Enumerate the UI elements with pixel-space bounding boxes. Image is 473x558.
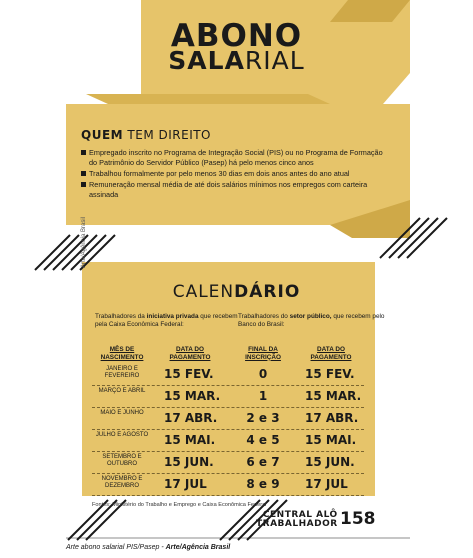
row-month: MARÇO E ABRIL (98, 388, 146, 394)
intro-public-pre: Trabalhadores do (238, 313, 290, 320)
row-separator (92, 429, 364, 430)
row-date-private: 15 FEV. (164, 367, 214, 381)
quem-title-bold: QUEM (81, 128, 124, 142)
row-final: 4 e 5 (246, 433, 280, 447)
quem-title-regular: TEM DIREITO (123, 128, 212, 142)
central-label (256, 511, 338, 529)
row-separator (92, 385, 364, 386)
ribbon-diagonal (86, 94, 330, 104)
section-title-quem (81, 128, 211, 142)
row-final: 8 e 9 (246, 477, 280, 491)
caption-regular: Arte abono salarial PIS/Pasep - (66, 544, 166, 551)
row-separator (92, 495, 364, 496)
central-line-1-regular: CENTRAL (262, 510, 317, 520)
col-header-date-public: DATA DO PAGAMENTO (310, 346, 352, 361)
sources-note: Fontes: Ministério do Trabalho e Emprego e Caixa Econômica Federal (92, 502, 267, 508)
row-month: NOVEMBRO E DEZEMBRO (101, 476, 143, 489)
eligibility-item: Remuneração mensal média de até dois salários mínimos nos empregos com carteira assinada (81, 180, 391, 200)
row-date-public: 17 ABR. (305, 411, 359, 425)
side-credit: Arte/Agência Brasil (81, 216, 87, 268)
intro-private-post: que recebem pela Caixa Econômica Federal: (95, 313, 238, 328)
intro-private-bold: iniciativa privada (146, 313, 199, 320)
row-date-private: 17 JUL (164, 477, 207, 491)
central-number: 158 (340, 509, 376, 529)
row-separator (92, 407, 364, 408)
title-line-2 (0, 48, 473, 74)
row-month: MAIO E JUNHO (100, 410, 144, 416)
row-final: 2 e 3 (246, 411, 280, 425)
section-title-calendario (0, 282, 473, 302)
row-separator (92, 473, 364, 474)
row-final: 1 (258, 389, 268, 403)
row-date-private: 15 MAI. (164, 433, 216, 447)
title-line-1: ABONO (170, 18, 303, 54)
col-header-date-private: DATA DO PAGAMENTO (169, 346, 211, 361)
title-line-2-bold: SALA (168, 46, 245, 75)
row-month: SETEMBRO E OUTUBRO (102, 454, 142, 467)
intro-public-post: que recebem pelo Banco do Brasil: (238, 313, 385, 328)
eligibility-item: Empregado inscrito no Programa de Integração Social (PIS) ou no Programa de Formação do Patrimônio do Servidor Público (Pasep) há pelo menos cinco anos (81, 148, 391, 168)
caption-bold: Arte/Agência Brasil (165, 544, 231, 551)
row-date-public: 15 JUN. (305, 455, 355, 469)
intro-public (238, 313, 388, 329)
central-line-1-bold: ALÔ (316, 510, 338, 520)
intro-private (95, 313, 245, 329)
row-separator (92, 451, 364, 452)
cal-title-bold: DÁRIO (234, 282, 301, 302)
row-date-public: 15 FEV. (305, 367, 355, 381)
image-caption (66, 544, 230, 551)
row-date-public: 15 MAR. (305, 389, 362, 403)
row-date-private: 17 ABR. (164, 411, 218, 425)
row-date-public: 15 MAI. (305, 433, 357, 447)
eligibility-list (81, 148, 391, 201)
row-month: JANEIRO E FEVEREIRO (104, 366, 140, 379)
title-line-2-regular: RIAL (244, 46, 305, 75)
row-date-private: 15 JUN. (164, 455, 214, 469)
row-final: 6 e 7 (246, 455, 280, 469)
intro-public-bold: setor público, (289, 313, 332, 320)
row-date-private: 15 MAR. (164, 389, 221, 403)
central-line-2: TRABALHADOR (256, 519, 338, 529)
col-header-final: FINAL DA INSCRIÇÃO (245, 346, 281, 361)
cal-title-regular: CALEN (172, 282, 235, 302)
eligibility-item: Trabalhou formalmente por pelo menos 30 dias em dois anos antes do ano atual (81, 169, 391, 179)
col-header-month: MÊS DE NASCIMENTO (100, 346, 144, 361)
row-month: JULHO E AGOSTO (95, 432, 149, 438)
row-final: 0 (258, 367, 268, 381)
row-date-public: 17 JUL (305, 477, 348, 491)
intro-private-pre: Trabalhadores da (95, 313, 147, 320)
